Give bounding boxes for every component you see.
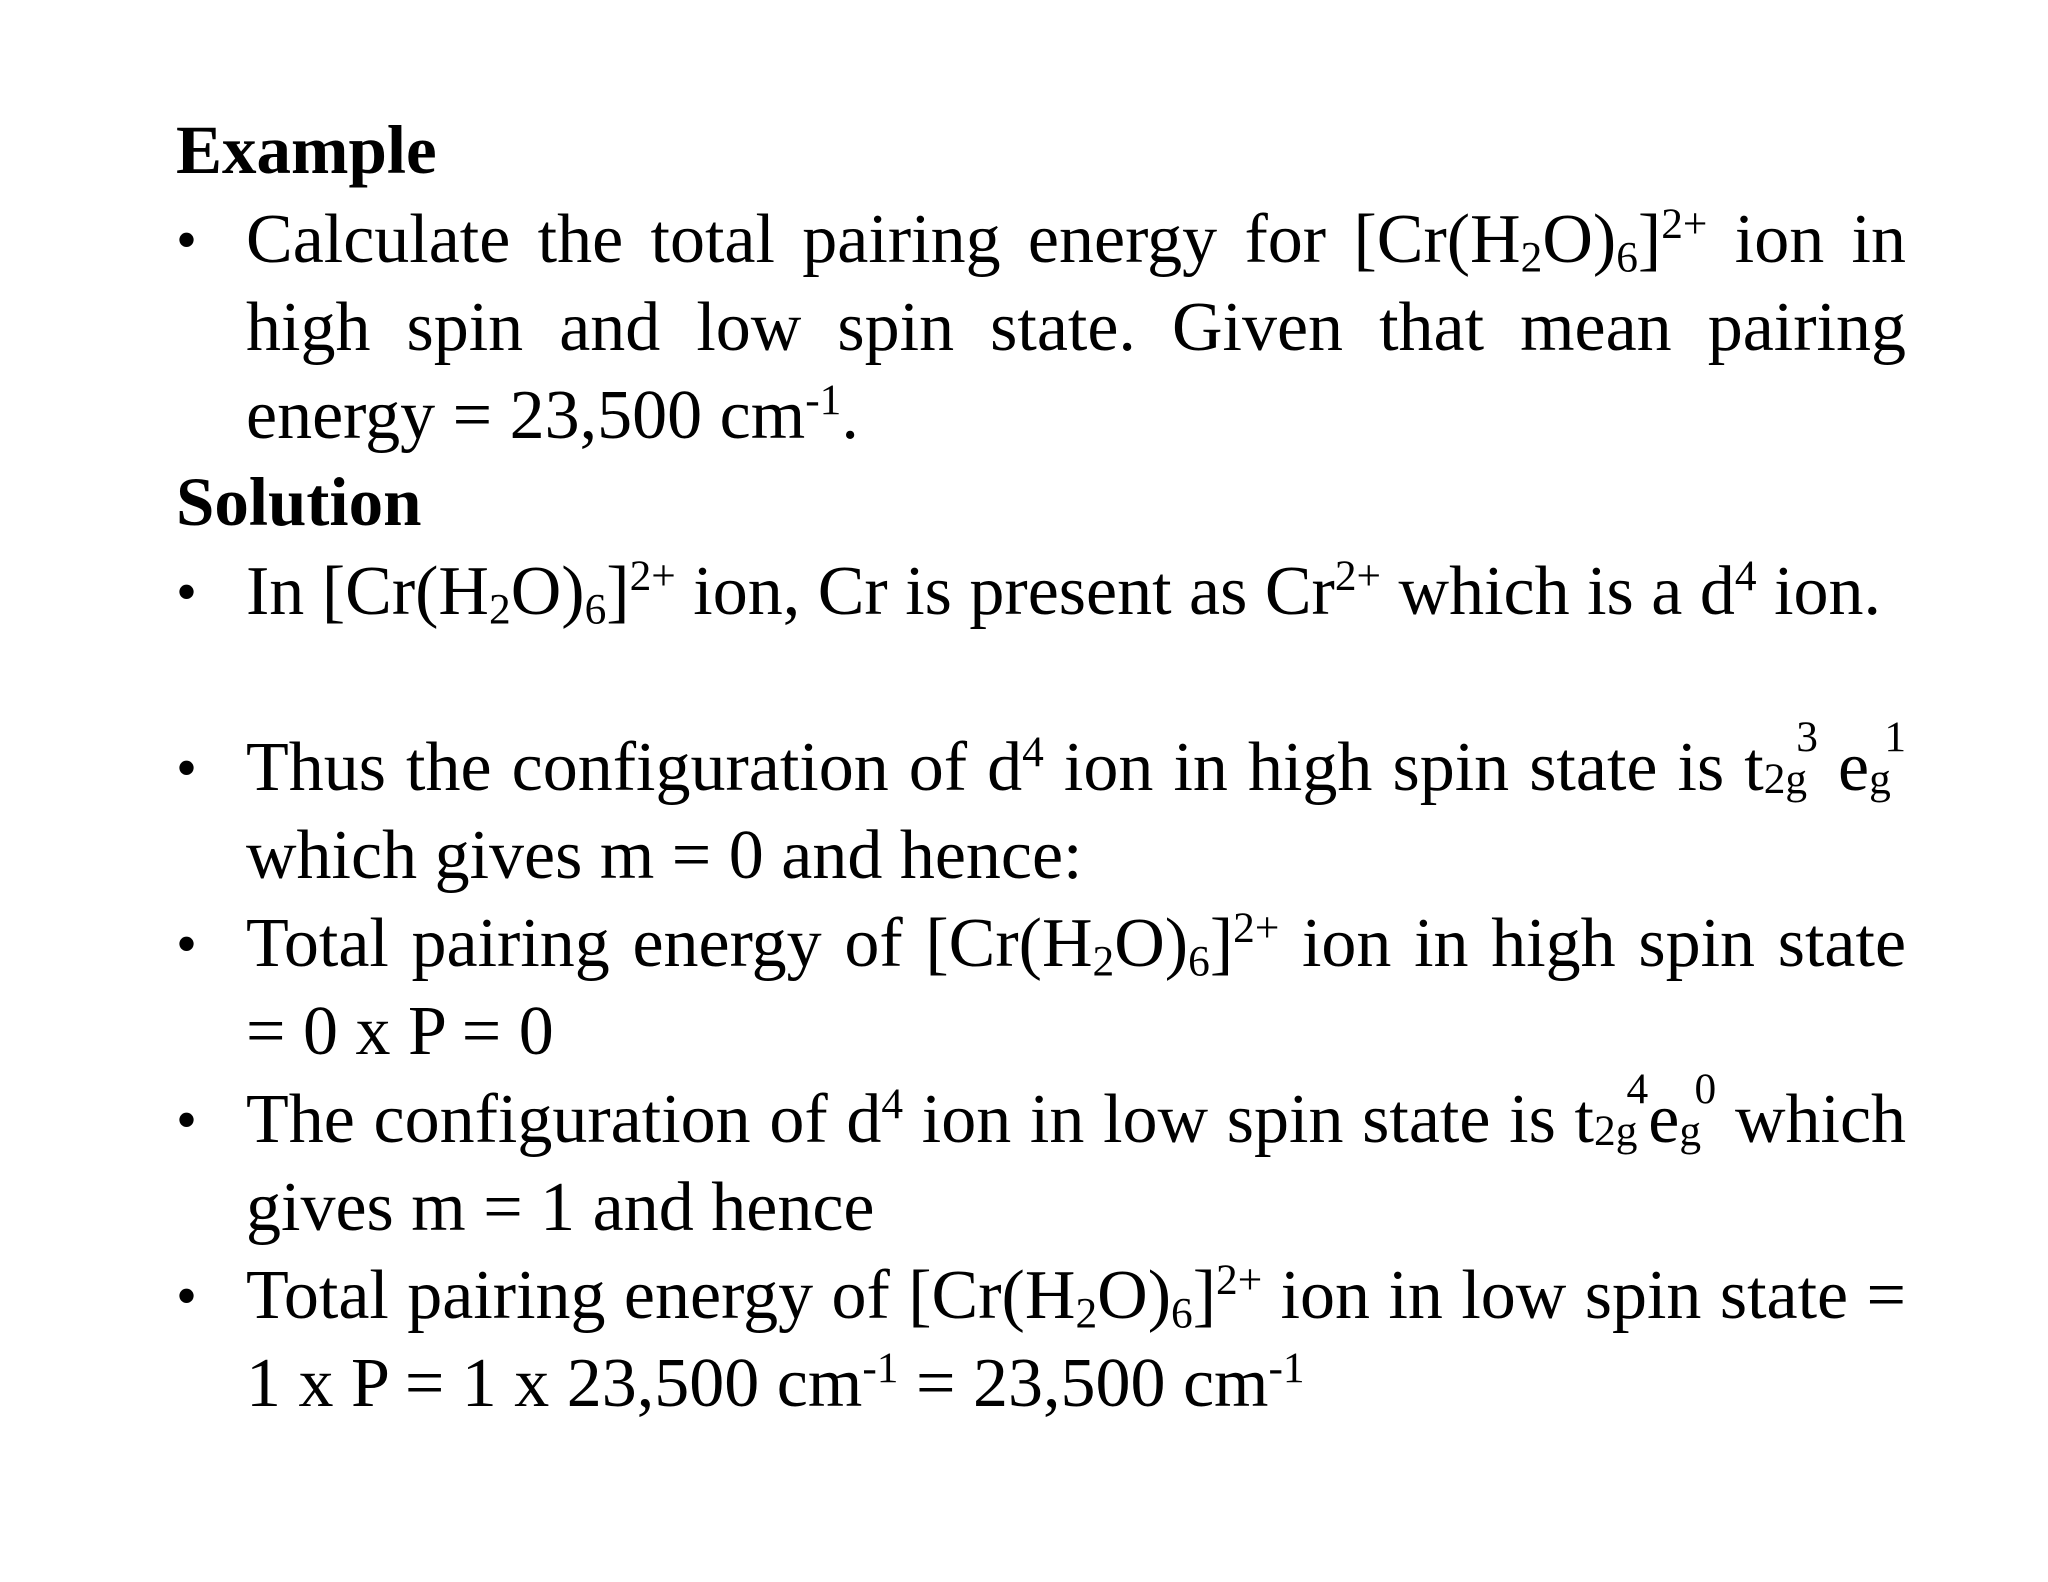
bullet-item-high-spin-config — [176, 712, 1907, 900]
bullet-icon: • — [176, 1087, 198, 1153]
bullet-item-oxidation-state — [176, 548, 1906, 636]
bullet-text: The configuration of $d^4$ ion in low spin state is t 2g $^4$e g $^0$ which gives m = 1 and hence — [246, 1064, 1907, 1246]
bullet-item-low-spin-config — [176, 1064, 1907, 1252]
solution-heading: Solution — [176, 464, 422, 540]
bullet-item-high-spin-energy — [176, 900, 1906, 1076]
bullet-item-question — [176, 196, 1906, 460]
bullet-icon: • — [176, 207, 198, 273]
bullet-icon: • — [176, 1263, 198, 1329]
bullet-item-low-spin-energy — [176, 1252, 1906, 1428]
complex-ion-formula: $[Cr(H_2O)_6]^{2+}$ — [925, 904, 1280, 986]
bullet-text: Calculate the total pairing energy for $[Cr(H_2O)_6]^{2+}$ ion in high spin and low spin state. Given that mean pairing energy = 23,500 $cm^{-1}$. — [246, 200, 1906, 454]
complex-ion-formula: $[Cr(H_2O)_6]^{2+}$ — [321, 552, 676, 634]
bullet-icon: • — [176, 735, 198, 801]
complex-ion-formula: $[Cr(H_2O)_6]^{2+}$ — [1353, 200, 1708, 282]
bullet-icon: • — [176, 911, 198, 977]
bullet-text: Total pairing energy of $[Cr(H_2O)_6]^{2+}$ ion in low spin state = 1 x P = 1 x 23,500 $cm^{-1} = 23,500$ $cm^{-1}$ — [246, 1256, 1906, 1422]
bullet-text: Thus the configuration of $d^4$ ion in high spin state is t 2g $^3$ e g $^1$ which gives m = 0 and hence: — [246, 712, 1907, 894]
complex-ion-formula: $[Cr(H_2O)_6]^{2+}$ — [908, 1256, 1263, 1338]
bullet-text: In $[Cr(H_2O)_6]^{2+}$ ion, Cr is present as $Cr^{2+}$ which is a $d^4$ ion. — [246, 552, 1882, 634]
bullet-text: Total pairing energy of $[Cr(H_2O)_6]^{2+}$ ion in high spin state = 0 x P = 0 — [246, 904, 1907, 1070]
example-heading: Example — [176, 112, 437, 188]
bullet-icon: • — [176, 559, 198, 625]
